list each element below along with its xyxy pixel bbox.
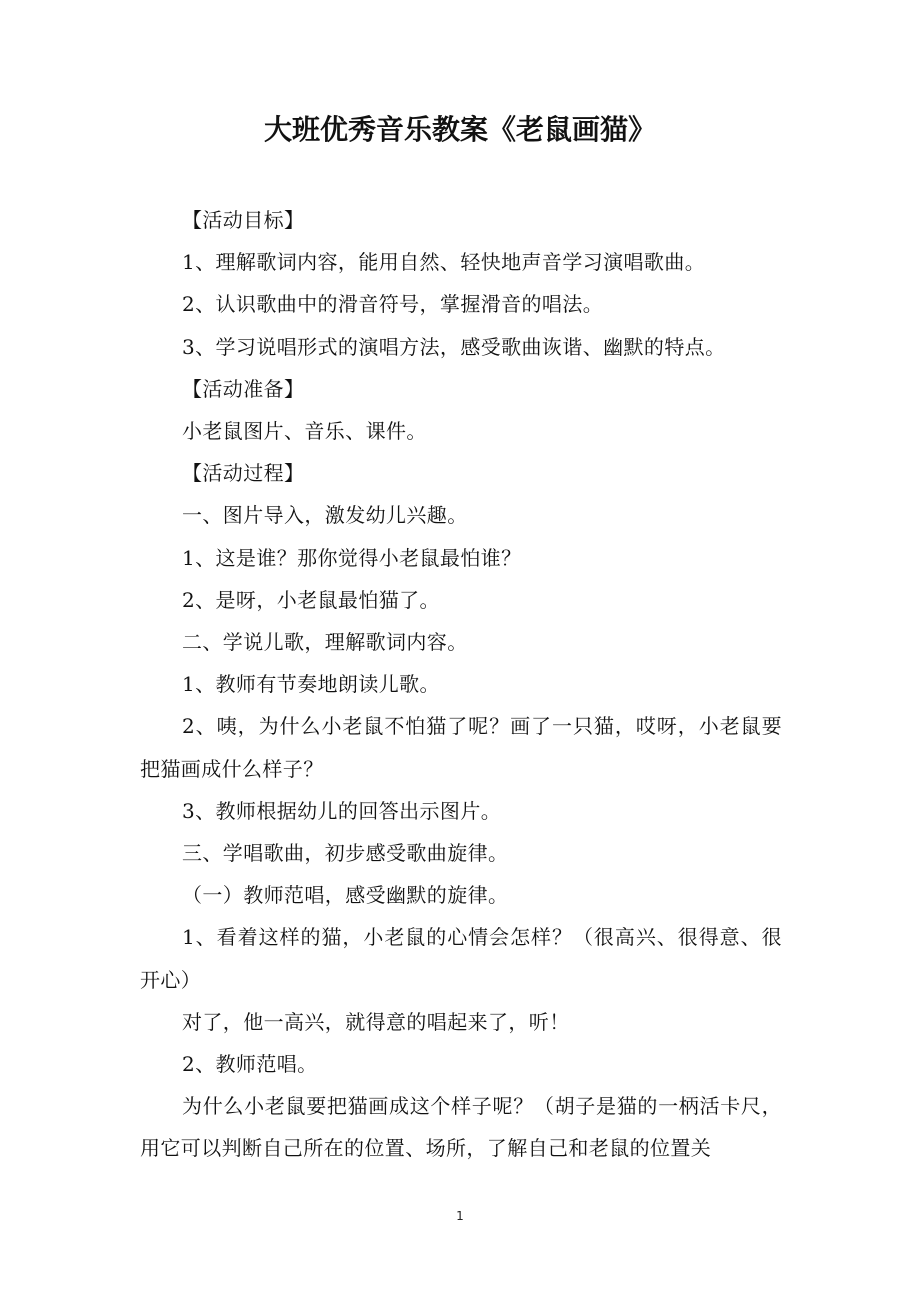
section-heading-goals: 【活动目标】	[182, 208, 305, 232]
paragraph: 2、是呀，小老鼠最怕猫了。	[182, 587, 440, 612]
paragraph: 对了，他一高兴，就得意的唱起来了，听！	[182, 1009, 570, 1034]
paragraph: 2、教师范唱。	[182, 1052, 318, 1077]
paragraph: 1、理解歌词内容，能用自然、轻快地声音学习演唱歌曲。	[182, 250, 706, 275]
document-title: 大班优秀音乐教案《老鼠画猫》	[263, 113, 656, 146]
paragraph: 小老鼠图片、音乐、课件。	[182, 419, 427, 444]
paragraph: 为什么小老鼠要把猫画成这个样子呢？（胡子是猫的一柄活卡尺，用它可以判断自己所在的位置、场所，了解自己和老鼠的位置关	[140, 1094, 782, 1161]
paragraph: 1、教师有节奏地朗读儿歌。	[182, 672, 440, 697]
page-number: 1	[456, 1209, 464, 1223]
section-heading-preparation: 【活动准备】	[182, 376, 305, 401]
section-heading-process: 【活动过程】	[182, 461, 305, 486]
document-body	[140, 199, 782, 1170]
paragraph: （一）教师范唱，感受幽默的旋律。	[182, 883, 509, 908]
paragraph: 2、咦，为什么小老鼠不怕猫了呢？画了一只猫，哎呀，小老鼠要把猫画成什么样子？	[140, 714, 782, 781]
paragraph: 1、看着这样的猫，小老鼠的心情会怎样？（很高兴、很得意、很开心）	[140, 925, 782, 992]
paragraph: 1、这是谁？那你觉得小老鼠最怕谁？	[182, 545, 522, 570]
paragraph: 2、认识歌曲中的滑音符号，掌握滑音的唱法。	[182, 292, 604, 317]
paragraph: 一、图片导入，激发幼儿兴趣。	[182, 503, 468, 528]
paragraph: 二、学说儿歌，理解歌词内容。	[182, 630, 468, 655]
paragraph: 三、学唱歌曲，初步感受歌曲旋律。	[182, 841, 509, 866]
paragraph: 3、教师根据幼儿的回答出示图片。	[182, 798, 502, 823]
paragraph: 3、学习说唱形式的演唱方法，感受歌曲诙谐、幽默的特点。	[182, 334, 726, 359]
